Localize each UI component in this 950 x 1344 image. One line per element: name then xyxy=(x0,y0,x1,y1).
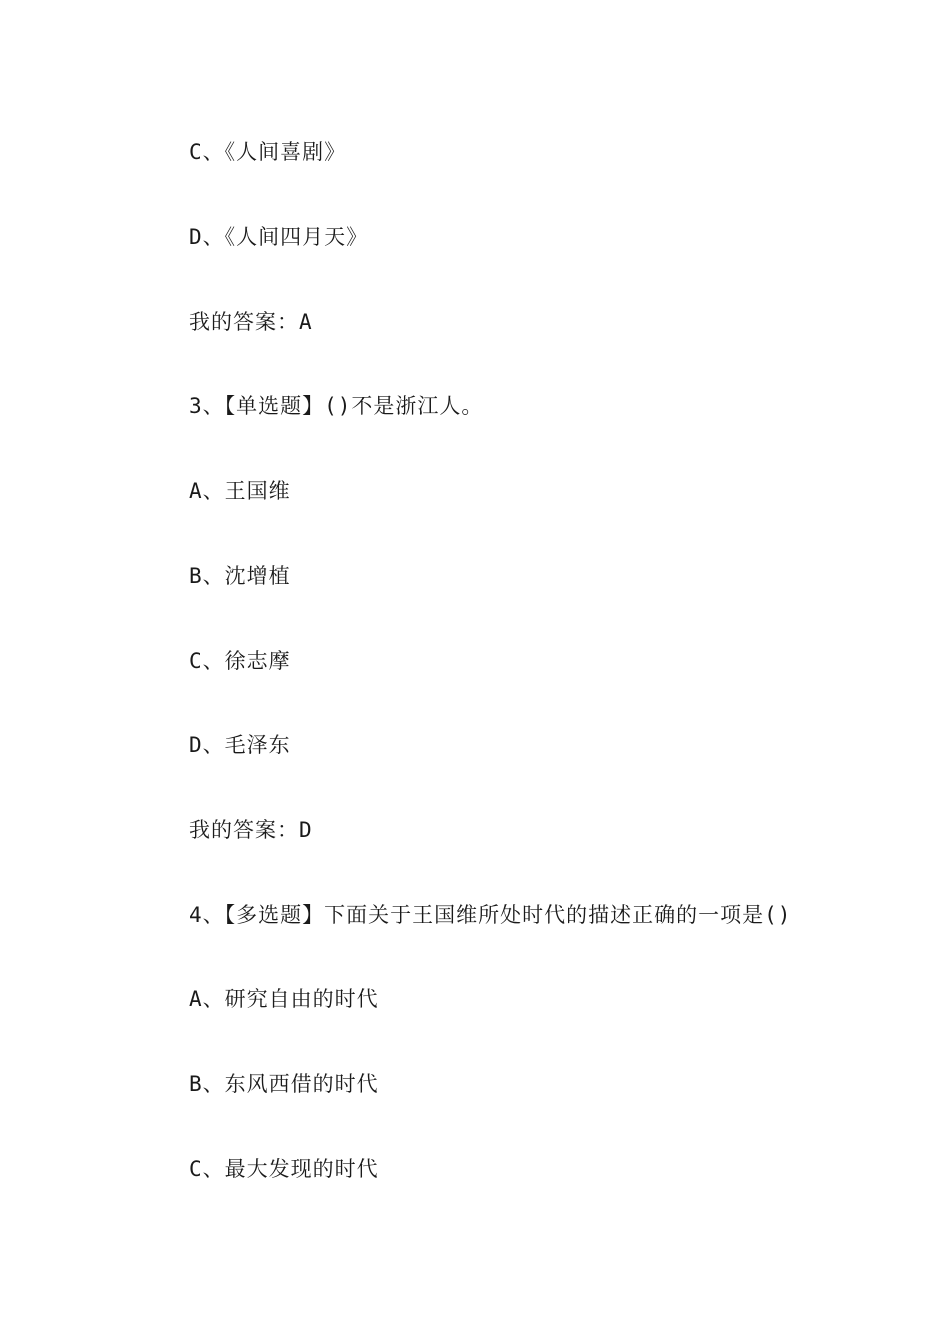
q3-question: 3、【单选题】()不是浙江人。 xyxy=(189,394,484,418)
q3-my-answer: 我的答案：D xyxy=(189,818,313,842)
q4-option-b: B、东风西借的时代 xyxy=(189,1072,379,1096)
q4-question: 4、【多选题】下面关于王国维所处时代的描述正确的一项是() xyxy=(189,903,792,927)
q2-my-answer: 我的答案：A xyxy=(189,310,313,334)
q3-option-d: D、毛泽东 xyxy=(189,733,291,757)
q3-option-c: C、徐志摩 xyxy=(189,649,291,673)
q2-option-c: C、《人间喜剧》 xyxy=(189,140,347,164)
q4-option-c: C、最大发现的时代 xyxy=(189,1157,379,1181)
q4-option-a: A、研究自由的时代 xyxy=(189,987,379,1011)
q3-option-b: B、沈增植 xyxy=(189,564,291,588)
q3-option-a: A、王国维 xyxy=(189,479,291,503)
q2-option-d: D、《人间四月天》 xyxy=(189,225,369,249)
